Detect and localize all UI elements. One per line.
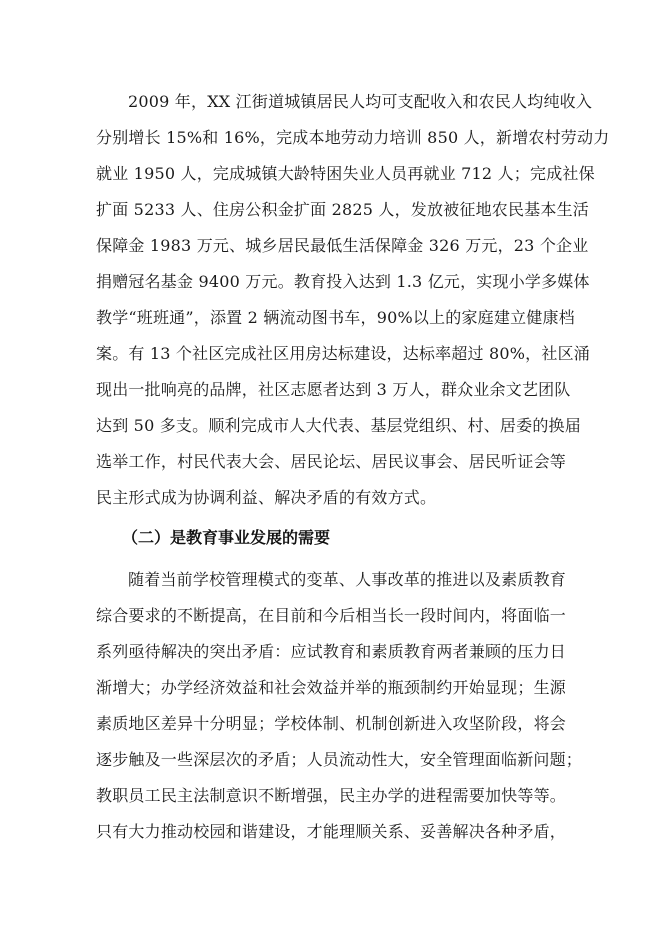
paragraph2-line: 系列亟待解决的突出矛盾：应试教育和素质教育两者兼顾的压力日 — [96, 642, 566, 661]
paragraph1-line: 选举工作，村民代表大会、居民论坛、居民议事会、居民听证会等 — [96, 452, 566, 471]
paragraph1-line: 就业 1950 人，完成城镇大龄特困失业人员再就业 712 人；完成社保 — [96, 164, 595, 183]
paragraph1-line: 达到 50 多支。顺利完成市人大代表、基层党组织、村、居委的换届 — [96, 416, 581, 435]
section-heading: （二）是教育事业发展的需要 — [122, 528, 331, 547]
paragraph2-line: 渐增大；办学经济效益和社会效益并举的瓶颈制约开始显现；生源 — [96, 678, 566, 697]
paragraph1-line: 现出一批响亮的品牌，社区志愿者达到 3 万人，群众业余文艺团队 — [96, 380, 571, 399]
paragraph2-line: 综合要求的不断提高，在目前和今后相当长一段时间内，将面临一 — [96, 606, 566, 625]
paragraph1-line: 捐赠冠名基金 9400 万元。教育投入达到 1.3 亿元，实现小学多媒体 — [96, 272, 590, 291]
paragraph1-line: 保障金 1983 万元、城乡居民最低生活保障金 326 万元，23 个企业 — [96, 236, 589, 255]
paragraph2-line: 逐步触及一些深层次的矛盾；人员流动性大，安全管理面临新问题； — [96, 750, 583, 769]
paragraph1-line: 教学“班班通”，添置 2 辆流动图书车，90%以上的家庭建立健康档 — [96, 308, 575, 327]
paragraph2-line: 教职员工民主法制意识不断增强，民主办学的进程需要加快等等。 — [96, 786, 566, 805]
paragraph1-line: 案。有 13 个社区完成社区用房达标建设，达标率超过 80%，社区涌 — [96, 344, 590, 363]
paragraph1-line: 民主形式成为协调利益、解决矛盾的有效方式。 — [96, 488, 437, 507]
paragraph2-line: 素质地区差异十分明显；学校体制、机制创新进入攻坚阶段，将会 — [96, 714, 566, 733]
paragraph2-line: 随着当前学校管理模式的变革、人事改革的推进以及素质教育 — [128, 570, 566, 589]
paragraph1-line: 扩面 5233 人、住房公积金扩面 2825 人，发放被征地农民基本生活 — [96, 200, 589, 219]
paragraph2-line: 只有大力推动校园和谐建设，才能理顺关系、妥善解决各种矛盾， — [96, 822, 566, 841]
paragraph1-line: 分别增长 15%和 16%，完成本地劳动力培训 850 人，新增农村劳动力 — [96, 128, 610, 147]
paragraph1-line: 2009 年，XX 江街道城镇居民人均可支配收入和农民人均纯收入 — [128, 92, 593, 111]
